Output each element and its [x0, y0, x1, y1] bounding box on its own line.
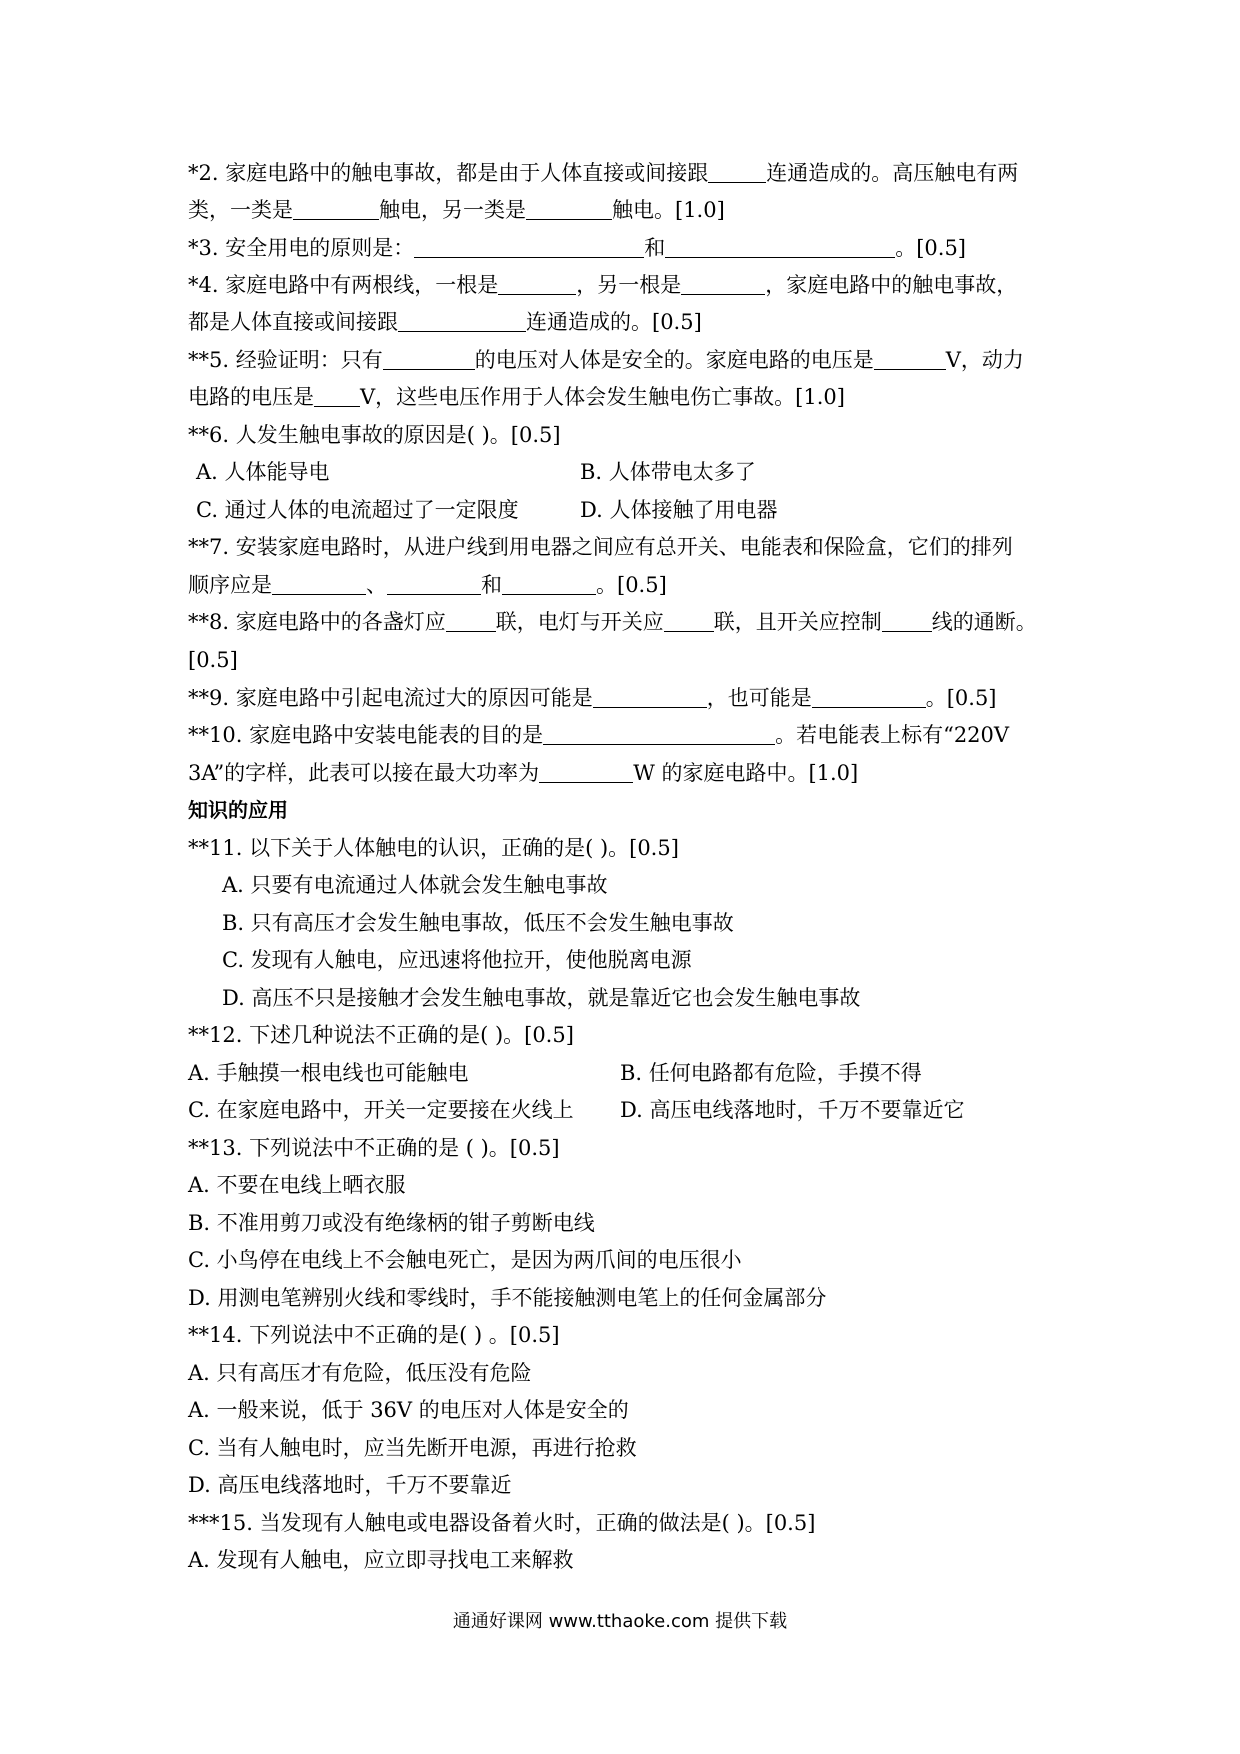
option-a[interactable]: A. 人体能导电: [196, 460, 330, 484]
q2-line1: [188, 158, 1040, 188]
answer-blank[interactable]: [272, 572, 366, 595]
q5-text: 的电压对人体是安全的。家庭电路的电压是: [474, 348, 874, 372]
option-a[interactable]: A. 发现有人触电，应立即寻找电工来解救: [188, 1548, 574, 1572]
option-a[interactable]: A. 不要在电线上晒衣服: [188, 1173, 406, 1197]
q4-text: 连通造成的。[0.5]: [526, 310, 702, 334]
q15-stem: ***15. 当发现有人触电或电器设备着火时，正确的做法是( )。[0.5]: [188, 1511, 816, 1535]
q11-stem: **11. 以下关于人体触电的认识，正确的是( )。[0.5]: [188, 836, 679, 860]
answer-blank[interactable]: [874, 347, 946, 370]
q10-text: 3A”的字样，此表可以接在最大功率为: [188, 761, 540, 785]
q8-line2: [0.5]: [188, 648, 238, 672]
q2-text: 连通造成的。高压触电有两: [766, 161, 1019, 185]
q12-stem: **12. 下述几种说法不正确的是( )。[0.5]: [188, 1023, 574, 1047]
answer-blank[interactable]: [539, 760, 633, 783]
q7-text: 和: [481, 573, 502, 597]
answer-blank[interactable]: [387, 572, 481, 595]
q2-text: 触电。[1.0]: [612, 198, 725, 222]
q5-text: V，这些电压作用于人体会发生触电伤亡事故。[1.0]: [360, 385, 845, 409]
q7-line1: **7. 安装家庭电路时，从进户线到用电器之间应有总开关、电能表和保险盒，它们的排列: [188, 535, 1013, 559]
answer-blank[interactable]: [665, 235, 895, 258]
q3-line: [188, 233, 1040, 263]
option-c[interactable]: C. 发现有人触电，应迅速将他拉开，使他脱离电源: [222, 948, 692, 972]
q5-text: 电路的电压是: [188, 385, 314, 409]
option-c[interactable]: C. 小鸟停在电线上不会触电死亡，是因为两爪间的电压很小: [188, 1248, 742, 1272]
q9-text: ，也可能是: [706, 686, 812, 710]
answer-blank[interactable]: [664, 609, 714, 632]
option-a-second[interactable]: A. 一般来说，低于 36V 的电压对人体是安全的: [188, 1398, 629, 1422]
q4-text: ，另一根是: [576, 273, 682, 297]
q7-text: 、: [366, 573, 387, 597]
answer-blank[interactable]: [681, 272, 765, 295]
answer-blank[interactable]: [314, 384, 360, 407]
option-b[interactable]: B. 只有高压才会发生触电事故，低压不会发生触电事故: [222, 911, 734, 935]
answer-blank[interactable]: [446, 609, 496, 632]
q4-text: ，家庭电路中的触电事故，: [765, 273, 1018, 297]
q4-line2: [188, 307, 1040, 337]
q8-text: 联，且开关应控制: [713, 610, 882, 634]
q7-text: 。[0.5]: [596, 573, 667, 597]
answer-blank[interactable]: [498, 272, 576, 295]
q10-line2: [188, 758, 1040, 788]
answer-blank[interactable]: [812, 685, 926, 708]
q8-line1: [188, 607, 1040, 637]
q4-text: 都是人体直接或间接跟: [188, 310, 398, 334]
q8-text: **8. 家庭电路中的各盏灯应: [188, 610, 446, 634]
answer-blank[interactable]: [526, 197, 612, 220]
q3-text: 。[0.5]: [895, 236, 967, 260]
answer-blank[interactable]: [882, 609, 932, 632]
q2-text: 类，一类是: [188, 198, 293, 222]
option-a[interactable]: A. 手触摸一根电线也可能触电: [188, 1061, 469, 1085]
option-d[interactable]: D. 高压电线落地时，千万不要靠近: [188, 1473, 512, 1497]
option-c[interactable]: C. 当有人触电时，应当先断开电源，再进行抢救: [188, 1436, 637, 1460]
answer-blank[interactable]: [593, 685, 707, 708]
q9-text: 。[0.5]: [925, 686, 997, 710]
q4-text: *4. 家庭电路中有两根线，一根是: [188, 273, 499, 297]
page-footer: 通通好课网 www.tthaoke.com 提供下载: [452, 1611, 788, 1632]
section-heading: 知识的应用: [188, 798, 288, 822]
q8-text: 联，电灯与开关应: [495, 610, 664, 634]
option-c[interactable]: C. 通过人体的电流超过了一定限度: [196, 498, 519, 522]
option-b[interactable]: B. 任何电路都有危险，手摸不得: [620, 1061, 922, 1085]
q6-stem: **6. 人发生触电事故的原因是( )。[0.5]: [188, 423, 561, 447]
q5-text: **5. 经验证明：只有: [188, 348, 383, 372]
q9-line: [188, 683, 1040, 713]
q4-line1: [188, 270, 1040, 300]
q10-text: 。若电能表上标有“220V: [775, 723, 1010, 747]
q10-text: **10. 家庭电路中安装电能表的目的是: [188, 723, 544, 747]
q7-line2: [188, 570, 1040, 600]
answer-blank[interactable]: [708, 160, 766, 183]
q2-line2: [188, 195, 1040, 225]
q9-text: **9. 家庭电路中引起电流过大的原因可能是: [188, 686, 593, 710]
q10-line1: [188, 720, 1040, 750]
q2-text: 触电，另一类是: [379, 198, 526, 222]
answer-blank[interactable]: [502, 572, 596, 595]
answer-blank[interactable]: [414, 235, 644, 258]
option-b[interactable]: B. 人体带电太多了: [580, 460, 756, 484]
option-d[interactable]: D. 高压电线落地时，千万不要靠近它: [620, 1098, 965, 1122]
q13-stem: **13. 下列说法中不正确的是 ( )。[0.5]: [188, 1136, 560, 1160]
option-d[interactable]: D. 高压不只是接触才会发生触电事故，就是靠近它也会发生触电事故: [222, 986, 861, 1010]
option-b[interactable]: B. 不准用剪刀或没有绝缘柄的钳子剪断电线: [188, 1211, 595, 1235]
q5-line2: [188, 382, 1040, 412]
q2-text: *2. 家庭电路中的触电事故，都是由于人体直接或间接跟: [188, 161, 709, 185]
answer-blank[interactable]: [293, 197, 379, 220]
option-a[interactable]: A. 只要有电流通过人体就会发生触电事故: [222, 873, 608, 897]
q3-text: 和: [644, 236, 666, 260]
q3-text: *3. 安全用电的原则是：: [188, 236, 415, 260]
q10-text: W 的家庭电路中。[1.0]: [633, 761, 859, 785]
answer-blank[interactable]: [398, 309, 526, 332]
q7-text: 顺序应是: [188, 573, 272, 597]
q8-text: 线的通断。: [931, 610, 1037, 634]
option-c[interactable]: C. 在家庭电路中，开关一定要接在火线上: [188, 1098, 574, 1122]
answer-blank[interactable]: [383, 347, 475, 370]
option-a[interactable]: A. 只有高压才有危险，低压没有危险: [188, 1361, 532, 1385]
q5-line1: [188, 345, 1040, 375]
q14-stem: **14. 下列说法中不正确的是( ) 。[0.5]: [188, 1323, 560, 1347]
q5-text: V，动力: [945, 348, 1024, 372]
option-d[interactable]: D. 人体接触了用电器: [580, 498, 778, 522]
answer-blank[interactable]: [543, 722, 775, 745]
option-d[interactable]: D. 用测电笔辨别火线和零线时，手不能接触测电笔上的任何金属部分: [188, 1286, 827, 1310]
